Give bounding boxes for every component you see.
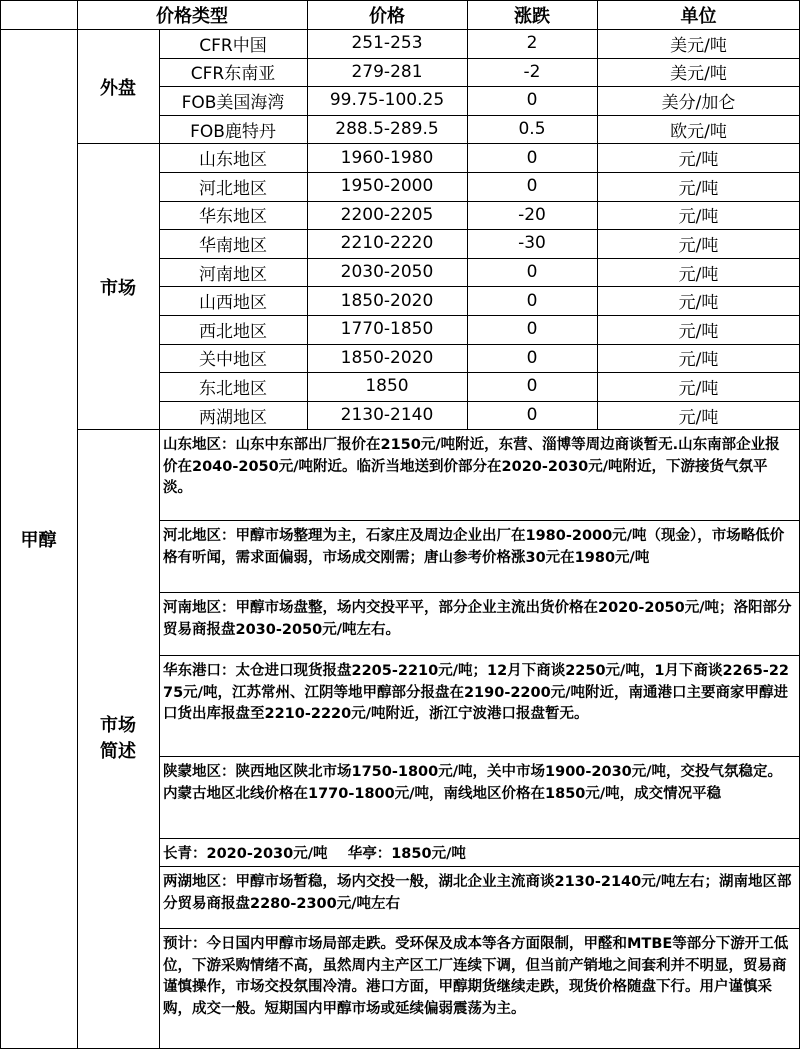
- price-cell: 1850: [365, 376, 409, 397]
- product-label: 甲醇: [20, 530, 57, 551]
- market-note: 山东地区：山东中东部出厂报价在2150元/吨附近，东营、淄博等周边商谈暂无.山东南部企业报价在2040-2050元/吨附近。临沂当地送到价部分在2020-2030元/吨附近，下游接货气氛平淡。: [163, 437, 780, 496]
- grid-line: [159, 372, 800, 373]
- grid-line: [159, 928, 800, 929]
- unit-cell: 美分/加仑: [661, 92, 736, 113]
- unit-cell: 元/吨: [678, 378, 719, 399]
- grid-line: [0, 29, 800, 30]
- grid-line: [159, 401, 800, 402]
- change-cell: 0: [526, 319, 538, 340]
- grid-line: [159, 592, 800, 593]
- grid-line: [159, 866, 800, 867]
- price-cell: 1950-2000: [340, 176, 434, 197]
- grid-line: [159, 58, 800, 59]
- price-cell: 288.5-289.5: [335, 119, 439, 140]
- group-description: 市场 简述: [100, 715, 136, 762]
- price-type-cell: CFR东南亚: [190, 64, 276, 85]
- price-type-cell: 河南地区: [199, 264, 267, 285]
- grid-line: [159, 520, 800, 521]
- grid-line: [0, 0, 800, 1]
- grid-line: [159, 172, 800, 173]
- grid-line: [159, 86, 800, 87]
- grid-line: [159, 229, 800, 230]
- unit-cell: 美元/吨: [670, 35, 727, 56]
- change-cell: 0: [526, 176, 538, 197]
- grid-line: [159, 315, 800, 316]
- price-type-cell: 华东地区: [199, 207, 267, 228]
- change-cell: 0: [526, 405, 538, 426]
- change-cell: 0: [526, 347, 538, 368]
- grid-line: [159, 201, 800, 202]
- price-cell: 1960-1980: [340, 147, 434, 168]
- market-note: 预计：今日国内甲醇市场局部走跌。受环保及成本等各方面限制，甲醛和MTBE等部分下游开工低位，下游采购情绪不高，虽然周内主产区工厂连续下调，但当前产销地之间套利并不明显，贸易商谨慎操作，市场交投氛围冷清。港口方面，甲醇期货继续走跌，现货价格随盘下行。用户谨慎采购，成交一般。短期国内甲醇市场或延续偏弱震荡为主。: [163, 936, 789, 1017]
- unit-cell: 元/吨: [678, 321, 719, 342]
- price-cell: 1850-2020: [340, 290, 434, 311]
- price-cell: 99.75-100.25: [329, 90, 445, 111]
- price-type-cell: CFR中国: [199, 35, 267, 56]
- grid-line: [159, 344, 800, 345]
- price-cell: 2030-2050: [340, 262, 434, 283]
- unit-cell: 元/吨: [678, 150, 719, 171]
- change-cell: 0: [526, 376, 538, 397]
- price-cell: 251-253: [351, 33, 423, 54]
- price-cell: 1850-2020: [340, 347, 434, 368]
- change-cell: 2: [526, 33, 538, 54]
- price-cell: 2130-2140: [340, 405, 434, 426]
- grid-line: [0, 0, 1, 1049]
- price-cell: 279-281: [351, 61, 423, 82]
- group-external: 外盘: [100, 77, 136, 99]
- market-note: 陕蒙地区：陕西地区陕北市场1750-1800元/吨，关中市场1900-2030元/吨，交投气氛稳定。内蒙古地区北线价格在1770-1800元/吨，南线地区价格在1850元/吨，成交情况平稳: [163, 764, 783, 802]
- price-type-cell: 西北地区: [199, 321, 267, 342]
- grid-line: [307, 0, 308, 429]
- price-type-cell: 华南地区: [199, 235, 267, 256]
- change-cell: -20: [518, 204, 546, 225]
- change-cell: 0.5: [518, 119, 546, 140]
- unit-cell: 美元/吨: [670, 64, 727, 85]
- market-note: 两湖地区：甲醇市场暂稳，场内交投一般，湖北企业主流商谈2130-2140元/吨左右；湖南地区部分贸易商报盘2280-2300元/吨左右: [163, 874, 792, 912]
- group-market: 市场: [100, 277, 136, 299]
- price-cell: 1770-1850: [340, 319, 434, 340]
- grid-line: [159, 756, 800, 757]
- header-change: 涨跌: [514, 5, 550, 27]
- grid-line: [159, 655, 800, 656]
- unit-cell: 元/吨: [678, 293, 719, 314]
- price-type-cell: 东北地区: [199, 378, 267, 399]
- price-type-cell: 关中地区: [199, 350, 267, 371]
- header-price: 价格: [369, 5, 405, 27]
- price-cell: 2210-2220: [340, 233, 434, 254]
- market-note: 河南地区：甲醇市场盘整，场内交投平平，部分企业主流出货价格在2020-2050元/吨；洛阳部分贸易商报盘2030-2050元/吨左右。: [163, 600, 792, 638]
- market-note: 河北地区：甲醇市场整理为主，石家庄及周边企业出厂在1980-2000元/吨（现金），市场略低价格有听闻，需求面偏弱，市场成交刚需；唐山参考价格涨30元在1980元/吨: [163, 528, 785, 566]
- grid-line: [597, 0, 598, 429]
- market-note: 长青：2020-2030元/吨 华亭：1850元/吨: [163, 846, 466, 862]
- grid-line: [77, 0, 78, 1049]
- grid-line: [159, 286, 800, 287]
- unit-cell: 元/吨: [678, 178, 719, 199]
- change-cell: -2: [523, 61, 541, 82]
- grid-line: [159, 29, 160, 1049]
- price-type-cell: 河北地区: [199, 178, 267, 199]
- price-type-cell: 两湖地区: [199, 407, 267, 428]
- unit-cell: 元/吨: [678, 407, 719, 428]
- market-note: 华东港口：太仓进口现货报盘2205-2210元/吨；12月下商谈2250元/吨，1月下商谈2265-2275元/吨，江苏常州、江阴等地甲醇部分报盘在2190-2200元/吨附近，南通港口主要商家甲醇进口货出库报盘至2210-2220元/吨附近，浙江宁波港口报盘暂无。: [163, 663, 789, 722]
- price-type-cell: 山西地区: [199, 293, 267, 314]
- unit-cell: 元/吨: [678, 207, 719, 228]
- change-cell: 0: [526, 147, 538, 168]
- price-type-cell: FOB鹿特丹: [190, 121, 276, 142]
- grid-line: [467, 0, 468, 429]
- unit-cell: 元/吨: [678, 350, 719, 371]
- header-price-type: 价格类型: [156, 5, 228, 27]
- price-cell: 2200-2205: [340, 204, 434, 225]
- change-cell: 0: [526, 290, 538, 311]
- price-type-cell: 山东地区: [199, 150, 267, 171]
- grid-line: [159, 258, 800, 259]
- grid-line: [77, 429, 800, 430]
- change-cell: 0: [526, 262, 538, 283]
- grid-line: [77, 143, 800, 144]
- price-type-cell: FOB美国海湾: [181, 92, 285, 113]
- unit-cell: 元/吨: [678, 264, 719, 285]
- change-cell: 0: [526, 90, 538, 111]
- unit-cell: 元/吨: [678, 235, 719, 256]
- header-unit: 单位: [680, 5, 717, 27]
- grid-line: [159, 838, 800, 839]
- grid-line: [159, 115, 800, 116]
- change-cell: -30: [518, 233, 546, 254]
- unit-cell: 欧元/吨: [670, 121, 727, 142]
